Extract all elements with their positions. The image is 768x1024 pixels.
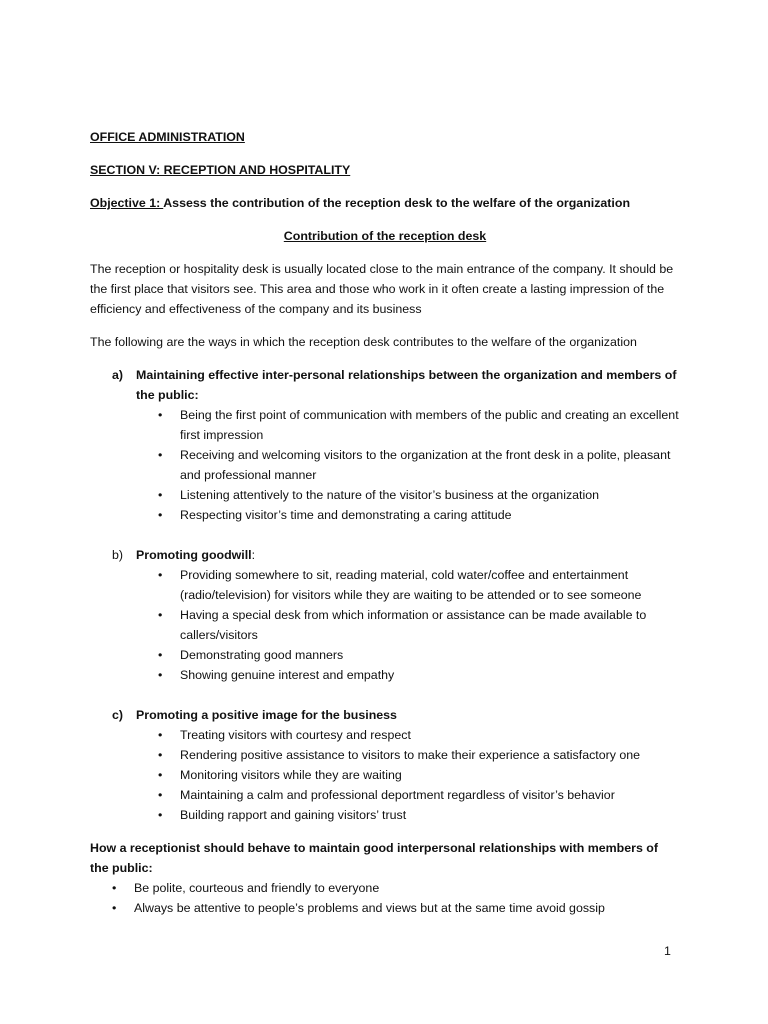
list-item: • Listening attentively to the nature of the visitor’s business at the organization [136,485,680,505]
list-item: • Maintaining a calm and professional deportment regardless of visitor’s behavior [136,785,680,805]
section-b-title-line [136,545,680,565]
bullet-icon: • [158,768,163,782]
section-a-list [136,405,680,525]
subheading: Contribution of the reception desk [283,229,487,243]
bullet-icon: • [112,901,117,915]
list-item: • Always be attentive to people’s problems and views but at the same time avoid gossip [90,898,680,918]
bullet-icon: • [158,408,163,422]
section-b-marker: b) [112,548,124,562]
lead-paragraph: The following are the ways in which the reception desk contributes to the welfare of the organization [90,335,637,349]
bullet-icon: • [158,448,163,462]
behave-heading: How a receptionist should behave to maintain good interpersonal relationships with members of the public: [90,841,658,875]
bullet-icon: • [158,788,163,802]
page-number: 1 [664,944,671,958]
section-a [90,365,680,405]
section-a-title: Maintaining effective inter-personal relationships between the organization and members of the public: [136,368,677,402]
intro-paragraph: The reception or hospitality desk is usually located close to the main entrance of the company. It should be the first place that visitors see. This area and those who work in it often create a lasting impression of the efficiency and effectiveness of the company and its business [90,262,674,316]
list-item: • Rendering positive assistance to visitors to make their experience a satisfactory one [136,745,680,765]
bullet-icon: • [158,668,163,682]
bullet-icon: • [158,808,163,822]
objective-line [90,193,680,213]
document-page [90,127,680,918]
bullet-icon: • [158,648,163,662]
section-c-marker: c) [112,708,124,722]
objective-label: Objective 1: [90,196,164,210]
bullet-icon: • [158,728,163,742]
list-item: • Receiving and welcoming visitors to the organization at the front desk in a polite, pleasant and professional manner [136,445,680,485]
list-item: • Building rapport and gaining visitors’ trust [136,805,680,825]
section-c-title: Promoting a positive image for the business [136,708,397,722]
section-b-title-suffix: : [251,548,256,562]
objective-text: Assess the contribution of the reception desk to the welfare of the organization [163,196,631,210]
bullet-icon: • [112,881,117,895]
section-b [90,545,680,565]
section-c [90,705,680,725]
list-item: • Being the first point of communication with members of the public and creating an excellent first impression [136,405,680,445]
bullet-icon: • [158,748,163,762]
list-item: • Be polite, courteous and friendly to everyone [90,878,680,898]
list-item: • Having a special desk from which information or assistance can be made available to callers/visitors [136,605,680,645]
list-item: • Providing somewhere to sit, reading material, cold water/coffee and entertainment (radio/television) for visitors while they are waiting to be attended or to see someone [136,565,680,605]
list-item: • Treating visitors with courtesy and respect [136,725,680,745]
behave-list [90,878,680,918]
bullet-icon: • [158,608,163,622]
bullet-icon: • [158,568,163,582]
document-title: OFFICE ADMINISTRATION [90,130,245,144]
section-b-title: Promoting goodwill [136,548,252,562]
section-heading: SECTION V: RECEPTION AND HOSPITALITY [90,163,351,177]
section-b-list [136,565,680,685]
bullet-icon: • [158,488,163,502]
list-item: • Demonstrating good manners [136,645,680,665]
section-c-list [136,725,680,825]
bullet-icon: • [158,508,163,522]
list-item: • Monitoring visitors while they are waiting [136,765,680,785]
section-a-marker: a) [112,368,124,382]
list-item: • Showing genuine interest and empathy [136,665,680,685]
list-item: • Respecting visitor’s time and demonstrating a caring attitude [136,505,680,525]
